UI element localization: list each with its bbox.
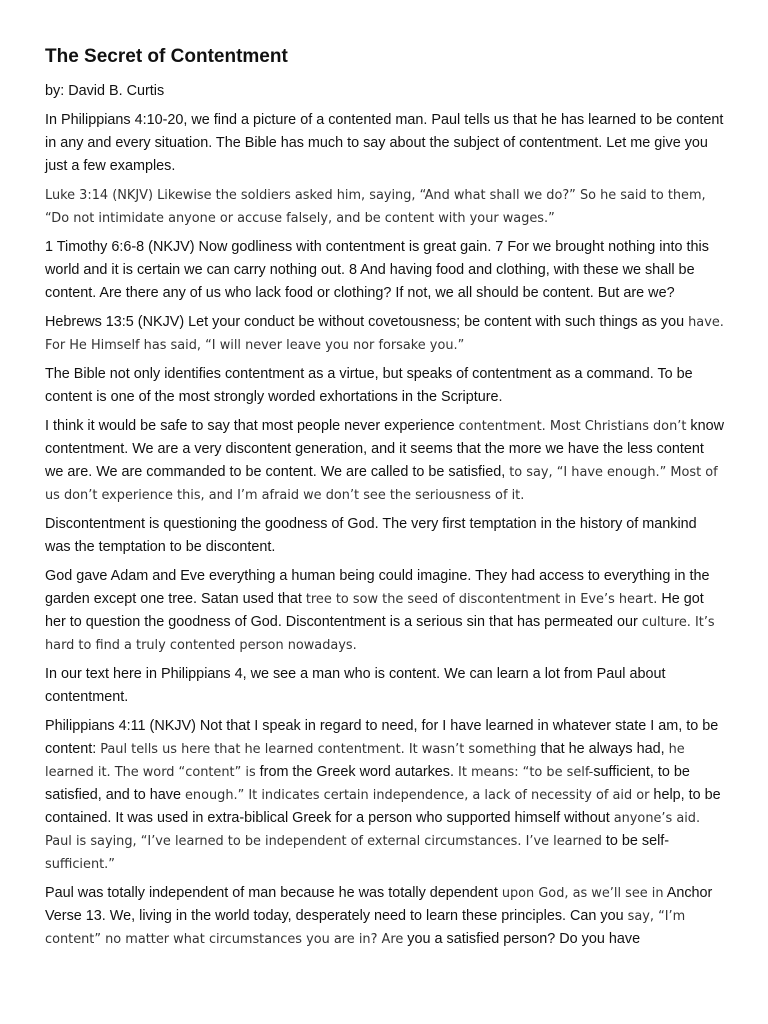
text-run: The Bible not only identifies contentment as a virtue, but speaks of contentment as a command. To be content is one of the most strongly worded exhortations in the Scripture. (45, 366, 693, 405)
document-title: The Secret of Contentment (45, 46, 288, 67)
paragraph (45, 565, 724, 657)
text-run: upon God, as we’ll see in (501, 886, 664, 901)
text-run: Paul was totally independent of man because he was totally dependent (45, 885, 502, 901)
paragraph (45, 415, 724, 507)
paragraph (45, 882, 724, 951)
text-run: say, “I’m content” no matter what circumstances you are in? Are (45, 909, 686, 947)
text-run: enough.” It indicates certain independence, a lack of necessity of aid or (185, 788, 650, 803)
text-run: In our text here in Philippians 4, we see a man who is content. We can learn a lot from Paul about contentment. (45, 666, 666, 705)
text-run: sufficient.” (45, 857, 115, 872)
text-run: It means: “to be self- (458, 765, 594, 780)
text-run: have. For He Himself has said, “I will never leave you nor forsake you.” (45, 315, 724, 353)
paragraph (45, 109, 724, 178)
text-run: God gave Adam and Eve everything a human being could imagine. They had access to everything in the garden except one tree. Satan used that (45, 568, 710, 607)
document-body (45, 109, 724, 951)
text-run: culture. It’s hard to find a truly contented person nowadays. (45, 615, 715, 653)
paragraph (45, 513, 724, 559)
paragraph (45, 184, 724, 230)
text-run: he learned it. The word “content” is (45, 742, 685, 780)
paragraph (45, 663, 724, 709)
text-run: sufficient, to be satisfied, and to have (45, 764, 690, 803)
text-run: to be self- (601, 833, 670, 849)
text-run: know contentment. We are a very discontent generation, and it seems that the more we have the less content we are. We are commanded to be content. We are called to be satisfied, (45, 418, 724, 480)
text-run: I think it would be safe to say that most people never experience (45, 418, 459, 434)
text-run: 1 Timothy 6:6-8 (NKJV) Now godliness with contentment is great gain. 7 For we brought nothing into this world and it is certain we can carry nothing out. 8 And having food and clothing, with these we shall be content. Are there any of us who lack food or clothing? If not, we all should be content. But are we? (45, 239, 709, 301)
text-run: help, to be contained. It was used in extra-biblical Greek for a person who supported himself without (45, 787, 721, 826)
text-run: anyone’s aid. Paul is saying, “I’ve learned to be independent of external circumstances. I’ve learned (45, 811, 701, 849)
paragraph (45, 363, 724, 409)
text-run: from the Greek word autarkes. (255, 764, 459, 780)
text-run: Luke 3:14 (NKJV) Likewise the soldiers asked him, saying, “And what shall we do?” So he said to them, “Do not intimidate anyone or accuse falsely, and be content with your wages.” (45, 188, 706, 226)
text-run: that he always had, (536, 741, 669, 757)
text-run: tree to sow the seed of discontentment in Eve’s heart. (305, 592, 658, 607)
text-run: to say, “I have enough.” Most of us don’t experience this, and I’m afraid we don’t see the seriousness of it. (45, 465, 718, 503)
text-run: you a satisfied person? Do you have (403, 931, 641, 947)
paragraph (45, 236, 724, 305)
text-run: Anchor Verse 13. We, living in the world today, desperately need to learn these principles. Can you (45, 885, 713, 924)
text-run: contentment. Most Christians don’t (458, 419, 687, 434)
text-run: Hebrews 13:5 (NKJV) Let your conduct be without covetousness; be content with such things as you (45, 314, 689, 330)
text-run: Discontentment is questioning the goodness of God. The very first temptation in the history of mankind was the temptation to be discontent. (45, 516, 697, 555)
author-byline: by: David B. Curtis (45, 83, 165, 99)
text-run: Philippians 4:11 (NKJV) Not that I speak in regard to need, for I have learned in whatever state I am, to be content: (45, 718, 719, 757)
text-run: He got her to question the goodness of God. Discontentment is a serious sin that has permeated our (45, 591, 704, 630)
paragraph (45, 715, 724, 876)
paragraph (45, 311, 724, 357)
text-run: In Philippians 4:10-20, we find a picture of a contented man. Paul tells us that he has learned to be content in any and every situation. The Bible has much to say about the subject of contentment. Let me give you just a few examples. (45, 112, 724, 174)
text-run: Paul tells us here that he learned contentment. It wasn’t something (100, 742, 537, 757)
